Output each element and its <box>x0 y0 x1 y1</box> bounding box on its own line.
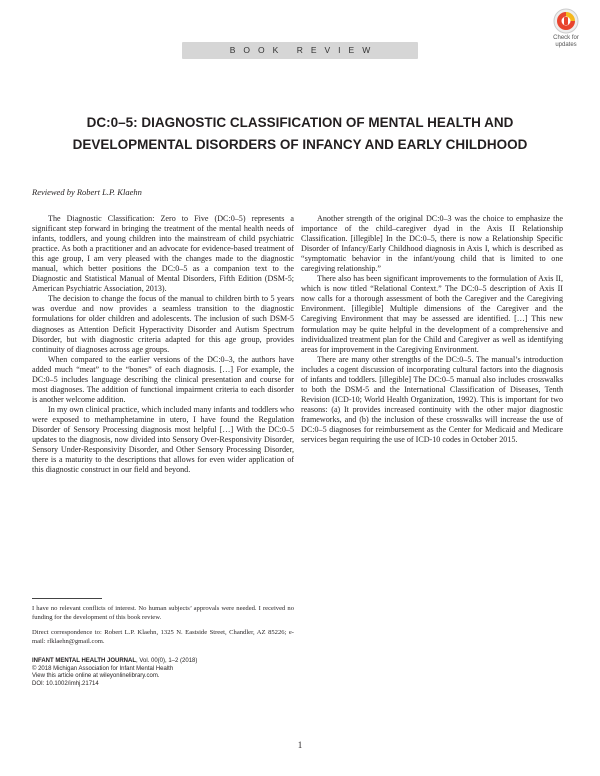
article-title <box>40 112 560 156</box>
check-for-updates-icon <box>553 8 579 34</box>
paragraph: When compared to the earlier versions of the DC:0–3, the authors have added much “meat” to the “bones” of each diagnosis. […] For example, the DC:0–5 includes language describing the clinical presentation and course for most diagnoses. The addition of functional impairment criteria to each disorder is another welcome addition. <box>32 354 294 404</box>
paragraph: There also has been significant improvements to the formulation of Axis II, which is now titled “Relational Context.” The DC:0–5 description of Axis II now calls for a thorough assessment of both the Caregiver and the Caregiving Environment. [illegible] Multiple dimensions of the Caregiver and the Caregiving Environment that may be assessed are identified. […] This new formulation may be quite helpful in the development of a comprehensive and individualized treatment plan for the Child and Caregiver as well as identifying areas for improvement in the Caregiving Environment. <box>301 274 563 354</box>
footnote-divider <box>32 598 102 599</box>
disclosure-note: I have no relevant conflicts of interest. No human subjects’ approvals were needed. I received no funding for the development of this book review. <box>32 605 294 622</box>
paragraph: In my own clinical practice, which included many infants and toddlers who were exposed to methamphetamine in utero, I have found the Regulation Disorder of Sensory Processing diagnosis most helpful […] With the DC:0–5 updates to the diagnosis, now divided into Sensory Over-Responsivity Disorder, Sensory Under-Responsivity Disorder, and Other Sensory Processing Disorder, there is a maturity to the descriptions that allows for even wider application of this diagnostic construct in our field and beyond. <box>32 404 294 475</box>
journal-copyright: © 2018 Michigan Association for Infant Mental Health <box>32 665 174 672</box>
journal-citation <box>32 658 294 666</box>
right-column <box>301 214 563 445</box>
page-number: 1 <box>297 740 303 750</box>
paragraph: Another strength of the original DC:0–3 was the choice to emphasize the importance of the child–caregiver dyad in the Axis II Relationship Classification. [illegible] In the DC:0–5, there is now a Relationship Specific Disorder of Infancy/Early Childhood diagnosis in Axis I, which is described as “symptomatic behavior in the infant/young child that is limited to one caregiving relationship.” <box>301 214 563 274</box>
reviewer-byline: Reviewed by Robert L.P. Klaehn <box>32 187 142 197</box>
badge-label: Check for updates <box>553 35 579 48</box>
paragraph: The decision to change the focus of the manual to children birth to 5 years was overdue and now provides a seamless transition to the diagnostic formulations for older children and adolescents. The inclusion of such DSM-5 diagnoses as Attention Deficit Hyperactivity Disorder and Autism Spectrum Disorder, but with diagnostic criteria adapted for this age group, provides continuity of diagnoses across age groups. <box>32 294 294 354</box>
journal-volume: , Vol. 00(0), 1–2 (2018) <box>136 658 198 664</box>
journal-info <box>32 658 294 689</box>
correspondence-note: Direct correspondence to: Robert L.P. Klaehn, 1325 N. Eastside Street, Chandler, AZ 85226; e-mail: rlklaehn@gmail.com. <box>32 629 294 646</box>
check-for-updates-badge[interactable] <box>543 8 589 49</box>
journal-name: INFANT MENTAL HEALTH JOURNAL <box>32 658 136 664</box>
left-column <box>32 214 294 475</box>
paragraph: There are many other strengths of the DC:0–5. The manual’s introduction includes a cogent discussion of incorporating cultural factors into the diagnosis of infants and toddlers. [illegible] The DC:0–5 manual also includes crosswalks to both the DSM-5 and the International Classification of Diseases, Tenth Revision (ICD-10; World Health Organization, 1992). This is important for two reasons: (a) It provides increased continuity with the other major diagnostic frameworks, and (b) the inclusion of these crosswalks will increase the use of DC:0–5 diagnoses for reimbursement as the Center for Medicaid and Medicare services began requiring the use of ICD-10 codes in October 2015. <box>301 354 563 445</box>
journal-online-link[interactable]: View this article online at wileyonlinelibrary.com. <box>32 673 160 680</box>
title-line-1: DC:0–5: DIAGNOSTIC CLASSIFICATION OF MENTAL HEALTH AND <box>86 115 514 130</box>
title-line-2: DEVELOPMENTAL DISORDERS OF INFANCY AND EARLY CHILDHOOD <box>72 137 528 152</box>
journal-doi[interactable]: DOI: 10.1002/imhj.21714 <box>32 681 99 688</box>
paragraph: The Diagnostic Classification: Zero to Five (DC:0–5) represents a significant step forward in bringing the treatment of the mental health needs of infants, toddlers, and young children into the mainstream of child psychiatric practice. As both a practitioner and an advocate for evidence-based treatment of this age group, I am very pleased with the changes made to the diagnostic manual, which better positions the DC:0–5 as a companion text to the Diagnostic and Statistical Manual of Mental Disorders, Fifth Edition (DSM-5; American Psychiatric Association, 2013). <box>32 214 294 294</box>
section-banner: BOOK REVIEW <box>182 42 418 59</box>
